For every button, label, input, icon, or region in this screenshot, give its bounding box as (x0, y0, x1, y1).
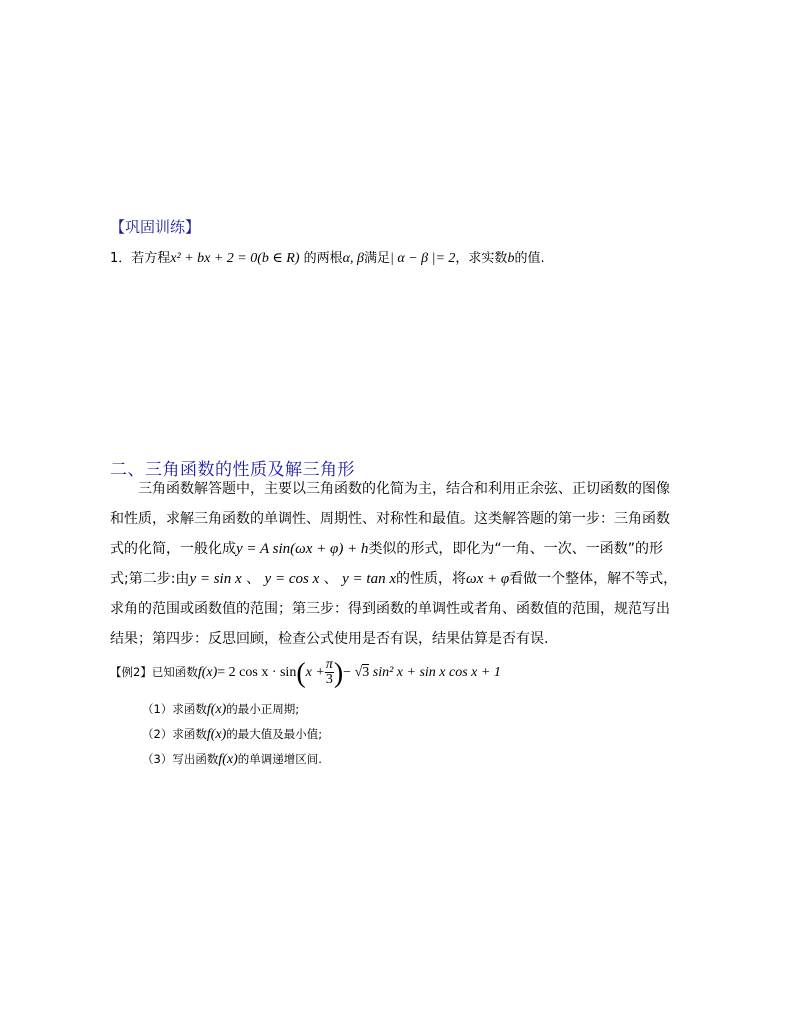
example-2-subquestion-1 (142, 701, 299, 718)
problem-1-end: 的值. (514, 251, 545, 266)
example-2-eq-c: sin² x + sin x cos x + 1 (369, 665, 501, 680)
para-line-4 (110, 564, 696, 594)
para-separator-2: 、 (323, 571, 338, 587)
para-line-4-text-b: 的性质，将 (396, 571, 466, 587)
subquestion-1-post: 的最小正周期; (226, 702, 300, 716)
para-separator-1: 、 (246, 571, 261, 587)
para-line-1: 三角函数解答题中，主要以三角函数的化简为主，结合和利用正余弦、正切函数的图像 (138, 481, 670, 497)
subquestion-2-fx: f(x) (206, 727, 227, 742)
example-2-subquestion-3 (142, 751, 322, 768)
para-line-6: 结果；第四步：反思回顾，检查公式使用是否有误，结果估算是否有误. (110, 631, 549, 647)
para-formula-cos: y = cos x (264, 571, 320, 587)
para-line-4-text-a: 式;第二步:由 (110, 571, 190, 587)
subquestion-1-pre: （1）求函数 (142, 702, 207, 716)
subquestion-2-post: 的最大值及最小值; (226, 727, 323, 741)
problem-1-condition-label: 满足 (363, 251, 390, 266)
example-2-sqrt-sign: √ (354, 665, 363, 680)
problem-1-condition: | α − β |= 2 (390, 251, 456, 266)
para-line-5: 求角的范围或函数值的范围；第三步：得到函数的单调性或者角、函数值的范围，规范写出 (110, 601, 670, 617)
example-2-label: 【例2】已知函数 (110, 665, 198, 679)
problem-1-ask: ，求实数 (455, 251, 508, 266)
para-formula-general: y = A sin(ωx + φ) + h (236, 541, 369, 557)
intro-paragraph (110, 474, 696, 654)
subquestion-3-fx: f(x) (218, 752, 238, 767)
section-heading-trig: 二、三角函数的性质及解三角形 (110, 460, 355, 480)
para-formula-tan: y = tan x (342, 571, 396, 587)
example-2-left-paren: ( (296, 658, 306, 689)
para-line-3-text-b: 类似的形式，即化为“一角、一次、一函数”的形 (368, 541, 663, 557)
para-line-4-text-c: 看做一个整体，解不等式， (509, 571, 678, 587)
problem-1-variable-b: b (507, 251, 515, 266)
example-2-fraction-numerator: π (325, 657, 333, 672)
example-2 (110, 658, 501, 690)
section-heading-consolidation: 【巩固训练】 (110, 218, 201, 236)
example-2-right-paren: ) (333, 658, 344, 689)
problem-1-roots: α, β (342, 251, 364, 266)
subquestion-2-pre: （2）求函数 (142, 727, 207, 741)
para-formula-sin: y = sin x (189, 571, 242, 587)
problem-1 (110, 247, 545, 267)
problem-1-text: 的两根 (303, 251, 343, 266)
para-line-3-text-a: 式的化简，一般化成 (110, 541, 236, 557)
example-2-sqrt-radicand: 3 (362, 665, 370, 680)
para-line-2: 和性质，求解三角函数的单调性、周期性、对称性和最值。这类解答题的第一步：三角函数 (110, 511, 670, 527)
subquestion-3-post: 的单调递增区间. (237, 752, 322, 766)
example-2-subquestion-2 (142, 726, 322, 743)
example-2-fraction (325, 658, 334, 687)
example-2-fx: f(x) (197, 665, 218, 680)
para-line-3 (110, 534, 696, 564)
example-2-eq-a: = 2 cos x · sin (217, 665, 297, 680)
example-2-fraction-denominator: 3 (325, 672, 333, 687)
problem-1-equation: x² + bx + 2 = 0(b ∈ R) (170, 251, 300, 266)
example-2-eq-b: − (343, 665, 355, 680)
example-2-eq-x: x + (305, 665, 325, 680)
subquestion-1-fx: f(x) (206, 702, 227, 717)
subquestion-3-pre: （3）写出函数 (142, 752, 219, 766)
problem-1-number: 1．若方程 (110, 251, 171, 266)
para-formula-omega: ωx + φ (466, 571, 510, 587)
